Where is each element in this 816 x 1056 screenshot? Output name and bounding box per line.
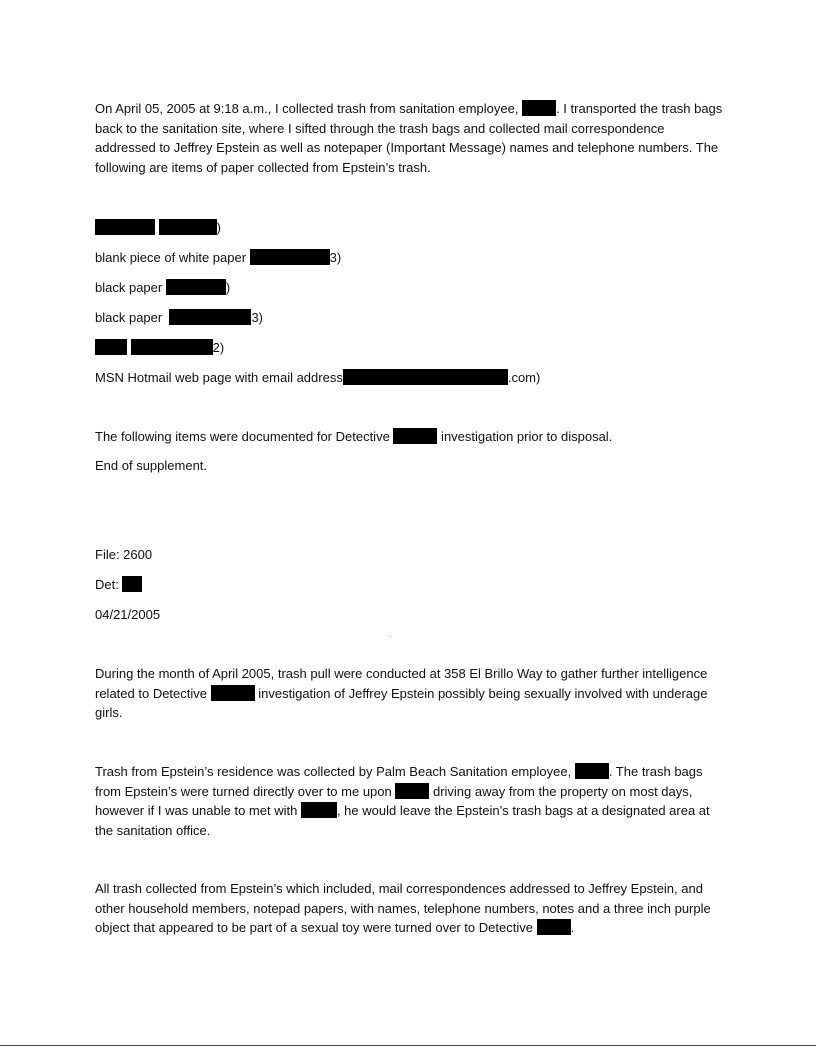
redaction-block <box>211 685 255 701</box>
redaction-block <box>131 339 213 355</box>
paragraph-items-turned-over: All trash collected from Epstein’s which included, mail correspondences addressed to Jeffrey Epstein, and other household members, notepad papers, with names, telephone numbers, notes and a three inch purple object that appeared to be part of a sexual toy were turned over to Detective . <box>95 881 711 935</box>
item-line-4: black paper 3) <box>95 310 264 325</box>
paragraph-documented-items: The following items were documented for Detective investigation prior to disposal. <box>95 429 613 444</box>
redaction-block <box>575 763 609 779</box>
item-line-5: 2) <box>95 338 224 357</box>
paragraph-trash-collection: On April 05, 2005 at 9:18 a.m., I collected trash from sanitation employee, . I transported the trash bags back to the sanitation site, where I sifted through the trash bags and collected mail correspondence addressed to Jeffrey Epstein as well as notepaper (Important Message) names and telephone numbers. The following are items of paper collected from Epstein’s trash. <box>95 101 723 175</box>
paragraph-sanitation-employee: Trash from Epstein’s residence was collected by Palm Beach Sanitation employee, . The trash bags from Epstein’s were turned directly over to me upon driving away from the property on most days, however if I was unable to met with , he would leave the Epstein’s trash bags at a designated area at the sanitation office. <box>95 764 710 838</box>
detective-line: Det: <box>95 575 142 594</box>
item-line-6: MSN Hotmail web page with email address .com) <box>95 370 541 385</box>
redaction-block <box>343 369 508 385</box>
footer-rule <box>0 1045 816 1046</box>
redaction-block <box>250 249 330 265</box>
end-of-supplement: End of supplement. <box>95 458 208 473</box>
redaction-block <box>95 339 127 355</box>
item-line-2: blank piece of white paper 3) <box>95 250 342 265</box>
redaction-block <box>166 279 226 295</box>
redaction-block <box>301 802 337 818</box>
redaction-block <box>122 576 142 592</box>
redaction-block <box>159 219 217 235</box>
redaction-block <box>537 919 571 935</box>
report-date: 04/21/2005 <box>95 607 161 622</box>
item-line-1: ) <box>95 218 221 237</box>
redaction-block <box>395 783 429 799</box>
item-line-3: black paper ) <box>95 280 231 295</box>
file-number: File: 2600 <box>95 547 153 562</box>
redaction-block <box>95 219 155 235</box>
scan-speck <box>390 636 391 637</box>
redaction-block <box>522 100 556 116</box>
redaction-block <box>169 309 251 325</box>
paragraph-trash-pull: During the month of April 2005, trash pull were conducted at 358 El Brillo Way to gather further intelligence related to Detective investigation of Jeffrey Epstein possibly being sexually involved with underage girls. <box>95 666 708 720</box>
redaction-block <box>393 428 437 444</box>
